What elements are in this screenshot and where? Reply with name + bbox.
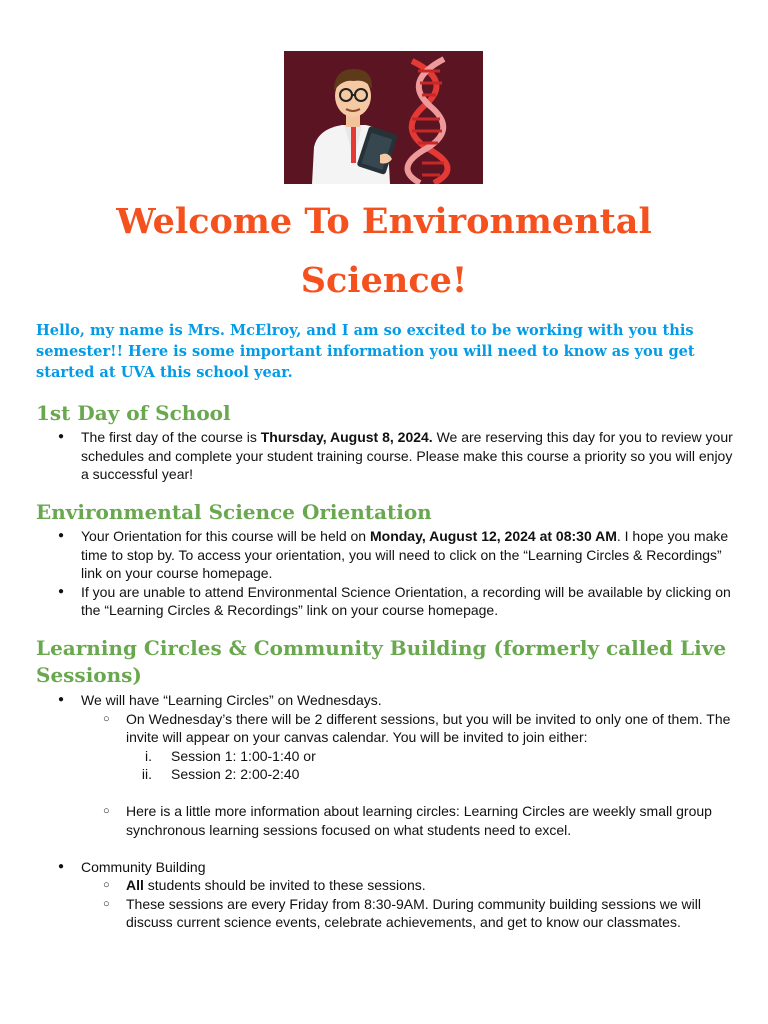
spacer <box>36 784 736 803</box>
spacer <box>36 839 736 858</box>
scientist-dna-banner-image <box>284 51 483 184</box>
session-item: i. Session 1: 1:00-1:40 or <box>145 747 316 764</box>
list-item: ● Your Orientation for this course will be held on Monday, August 12, 2024 at 08:30 AM. I hope you make time to stop by. To access your orientation, you will need to click on the “Learning Circles & Recordings” link on your course homepage. <box>36 527 736 583</box>
list-item: ● If you are unable to attend Environmental Science Orientation, a recording will be available by clicking on the “Learning Circles & Recordings” link on your course homepage. <box>36 583 736 620</box>
orientation-list <box>36 527 736 620</box>
orientation-section <box>36 527 736 620</box>
heading-learning-circles: Learning Circles & Community Building (formerly called Live Sessions) <box>36 636 727 687</box>
orientation-date: Monday, August 12, 2024 at 08:30 AM <box>369 528 617 544</box>
learning-circles-section <box>36 691 736 932</box>
intro-paragraph: Hello, my name is Mrs. McElroy, and I am so excited to be working with you this semester!! Here is some important information you will need to know as you get started at UVA this school year. <box>36 322 695 381</box>
learning-circles-list <box>36 691 736 932</box>
page-title: Welcome To Environmental Science! <box>116 201 652 301</box>
heading-first-day: 1st Day of School <box>36 401 231 425</box>
dna-helix-icon <box>407 59 447 183</box>
first-day-list <box>36 428 736 484</box>
heading-orientation: Environmental Science Orientation <box>36 500 432 524</box>
sub-list-item: ○ Here is a little more information about learning circles: Learning Circles are weekly small group synchronous learning sessions focused on what students need to excel. <box>36 802 736 839</box>
first-day-date: Thursday, August 8, 2024. <box>260 429 433 445</box>
session-item: ii. Session 2: 2:00-2:40 <box>141 766 300 782</box>
sub-list-item: ○ These sessions are every Friday from 8:30-9AM. During community building sessions we will discuss current science events, celebrate achievements, and get to know our classmates. <box>36 895 736 932</box>
list-item: ● The first day of the course is Thursday, August 8, 2024. We are reserving this day for you to review your schedules and complete your student training course. Please make this course a priority so you will enjoy a successful year! <box>36 428 736 484</box>
first-day-section <box>36 428 736 484</box>
sub-list-item: ○ On Wednesday’s there will be 2 different sessions, but you will be invited to only one of them. The invite will appear on your canvas calendar. You will be invited to join either: <box>36 710 736 747</box>
list-item: ● Community Building <box>36 858 736 877</box>
sub-list-item: ○ All students should be invited to these sessions. <box>36 876 736 895</box>
list-item: ● We will have “Learning Circles” on Wednesdays. <box>36 691 736 710</box>
